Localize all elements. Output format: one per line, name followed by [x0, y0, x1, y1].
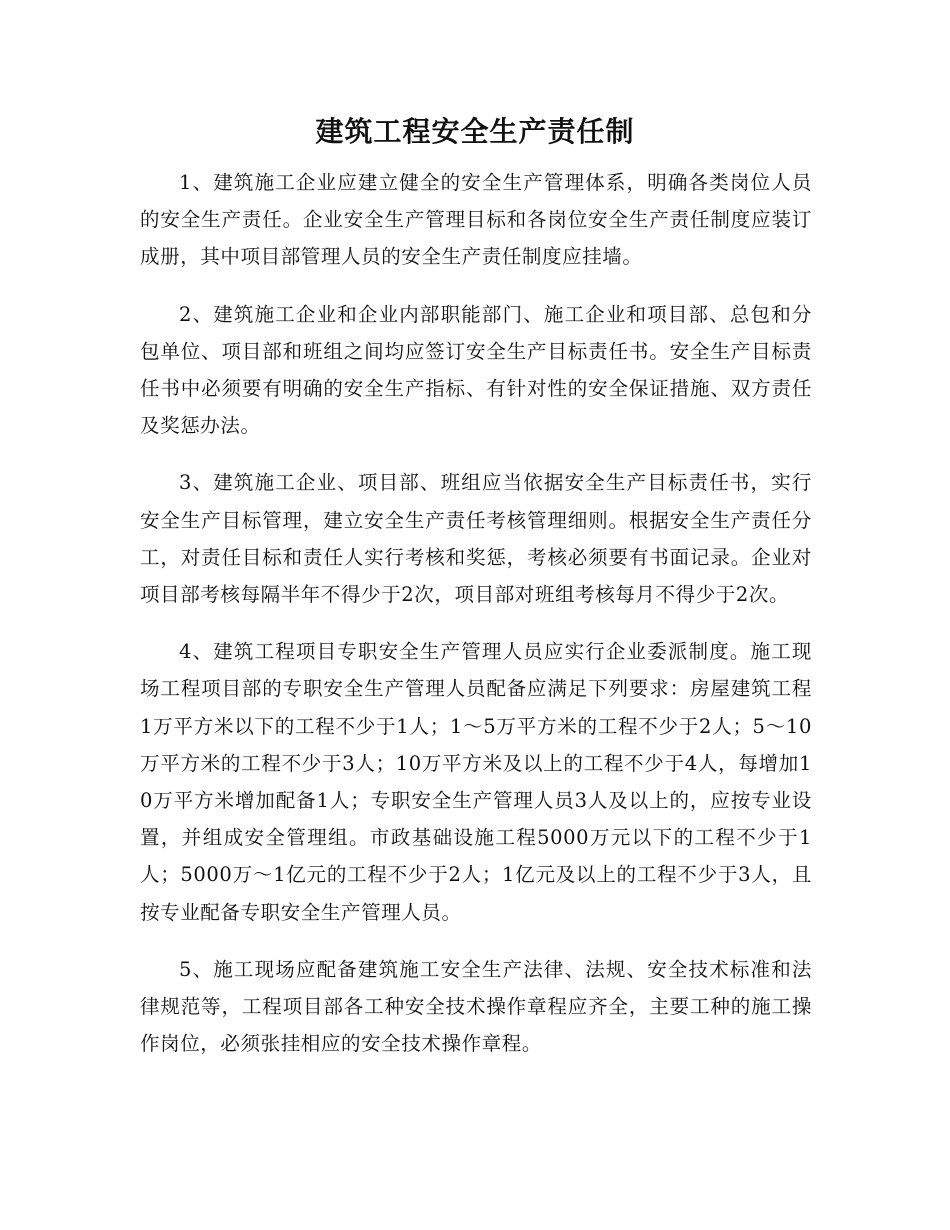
paragraph-2: 2、建筑施工企业和企业内部职能部门、施工企业和项目部、总包和分包单位、项目部和班组之间均应签订安全生产目标责任书。安全生产目标责任书中必须要有明确的安全生产指标、有针对性的安全保证措施、双方责任及奖惩办法。: [140, 302, 812, 438]
paragraph-4: 4、建筑工程项目专职安全生产管理人员应实行企业委派制度。施工现场工程项目部的专职安全生产管理人员配备应满足下列要求：房屋建筑工程1万平方米以下的工程不少于1人；1～5万平方米的工程不少于2人；5～10万平方米的工程不少于3人；10万平方米及以上的工程不少于4人，每增加10万平方米增加配备1人；专职安全生产管理人员3人及以上的，应按专业设置，并组成安全管理组。市政基础设施工程5000万元以下的工程不少于1人；5000万～1亿元的工程不少于2人；1亿元及以上的工程不少于3人，且按专业配备专职安全生产管理人员。: [140, 640, 812, 924]
paragraph-5: 5、施工现场应配备建筑施工安全生产法律、法规、安全技术标准和法律规范等，工程项目部各工种安全技术操作章程应齐全，主要工种的施工操作岗位，必须张挂相应的安全技术操作章程。: [140, 957, 812, 1056]
document-title: 建筑工程安全生产责任制: [315, 115, 635, 148]
document-body: [140, 164, 812, 1082]
paragraph-3: 3、建筑施工企业、项目部、班组应当依据安全生产目标责任书，实行安全生产目标管理，建立安全生产责任考核管理细则。根据安全生产责任分工，对责任目标和责任人实行考核和奖惩，考核必须要有书面记录。企业对项目部考核每隔半年不得少于2次，项目部对班组考核每月不得少于2次。: [140, 471, 812, 607]
paragraph-1: 1、建筑施工企业应建立健全的安全生产管理体系，明确各类岗位人员的安全生产责任。企业安全生产管理目标和各岗位安全生产责任制度应装订成册，其中项目部管理人员的安全生产责任制度应挂墙。: [140, 171, 812, 269]
